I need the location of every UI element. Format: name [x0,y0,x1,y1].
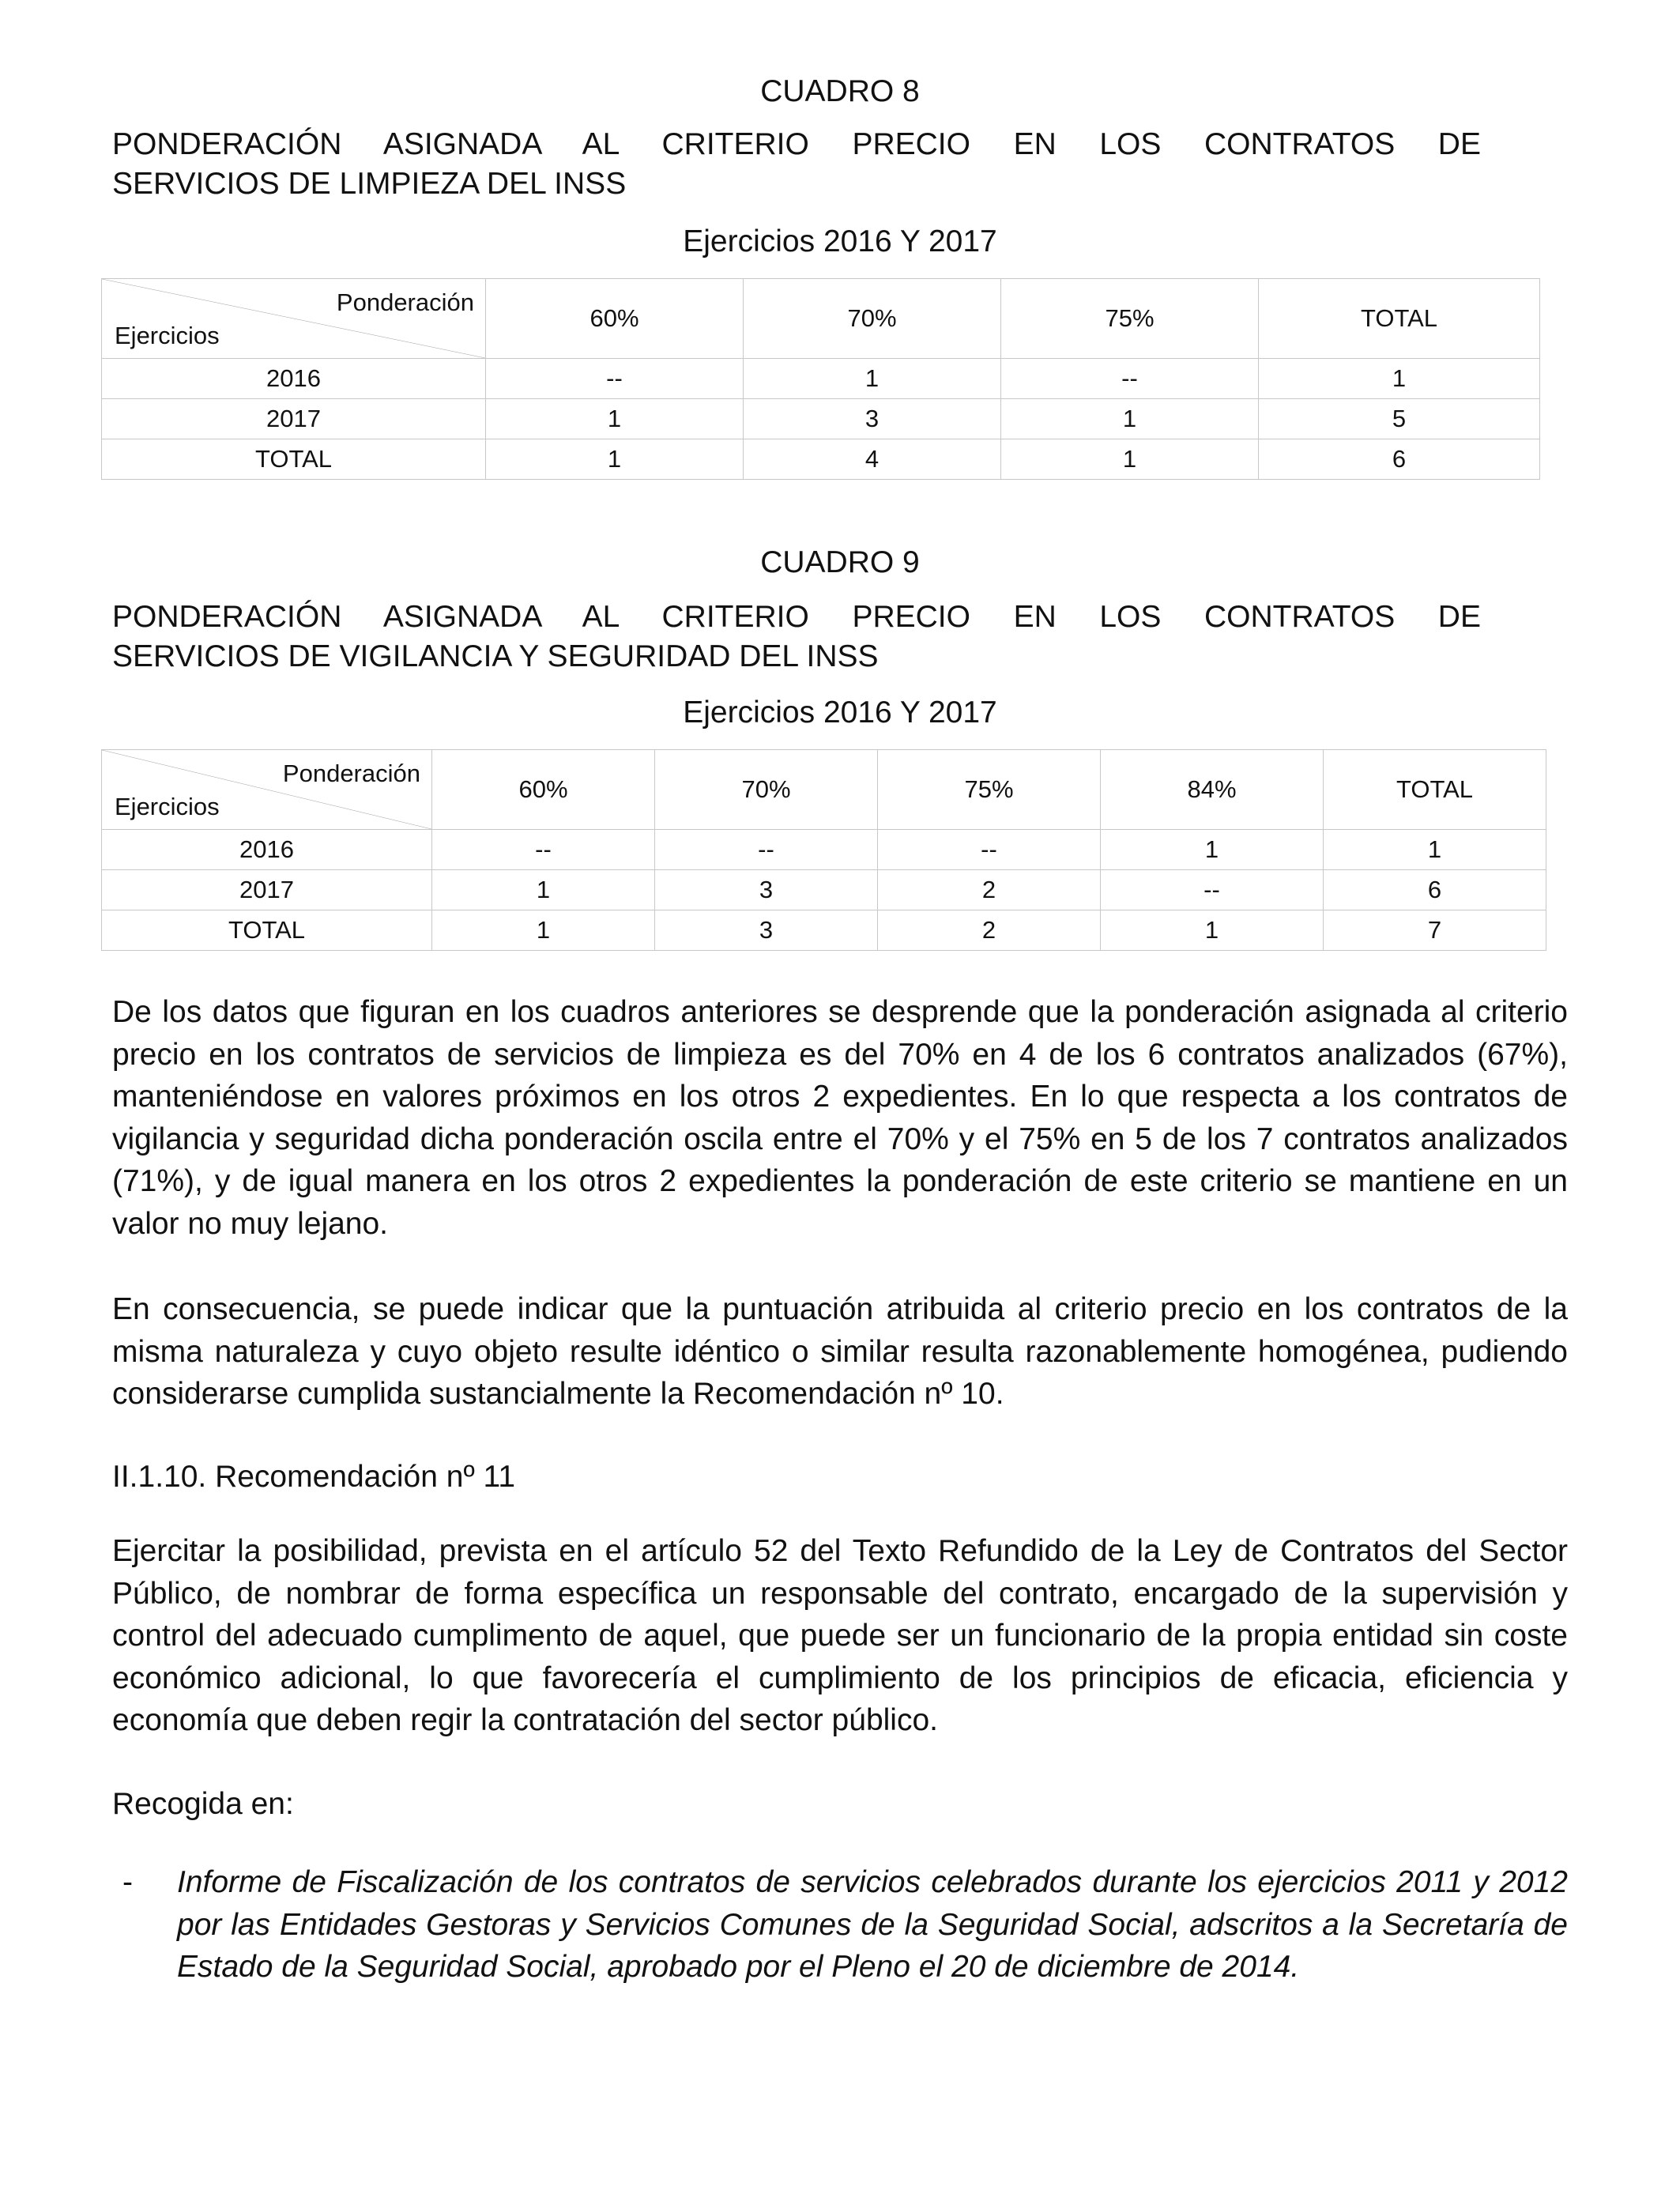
table-cell: 3 [655,910,878,951]
corner-ejercicios-label: Ejercicios [115,322,220,349]
recogida-label: Recogida en: [112,1787,294,1821]
column-header: 70% [744,279,1001,359]
table-cell: -- [655,830,878,870]
table-row [102,359,1540,399]
corner-ejercicios-label: Ejercicios [115,793,220,820]
table-row [102,870,1546,910]
table-row [102,910,1546,951]
row-label: 2017 [102,399,486,439]
row-label: 2017 [102,870,432,910]
table-cell: 1 [1259,359,1540,399]
table-cell: -- [878,830,1101,870]
table-cell: -- [1001,359,1259,399]
table-cell: 6 [1259,439,1540,480]
table-cell: 1 [744,359,1001,399]
table-cell: 1 [486,399,744,439]
row-label: 2016 [102,830,432,870]
table-cell: 1 [486,439,744,480]
cuadro-9-table [101,749,1546,951]
table-cell: 1 [432,870,655,910]
paragraph-recommendation: Ejercitar la posibilidad, prevista en el artículo 52 del Texto Refundido de la Ley de Contratos del Sector Público, de nombrar de forma específica un responsable del contrato, encargado de la supervisión y control del adecuado cumplimento de aquel, que puede ser un funcionario de la propia entidad sin coste económico adicional, lo que favorecería el cumplimiento de los principios de eficacia, eficiencia y economía que deben regir la contratación del sector público. [112,1534,1568,1737]
table-row [102,439,1540,480]
column-header: TOTAL [1324,750,1546,830]
table-cell: -- [1101,870,1324,910]
table-cell: 2 [878,910,1101,951]
cuadro-8-title [112,125,1481,204]
section-heading: II.1.10. Recomendación nº 11 [112,1460,516,1494]
bullet-reference: Informe de Fiscalización de los contratos de servicios celebrados durante los ejercicios 2011 y 2012 por las Entidades Gestoras y Servicios Comunes de la Seguridad Social, adscritos a la Secretaría de Estado de la Seguridad Social, aprobado por el Pleno el 20 de diciembre de 2014. [177,1865,1568,1984]
row-label: 2016 [102,359,486,399]
paragraph-conclusion: En consecuencia, se puede indicar que la puntuación atribuida al criterio precio en los contratos de la misma naturaleza y cuyo objeto resulte idéntico o similar resulta razonablemente homogénea, pudiendo considerarse cumplida sustancialmente la Recomendación nº 10. [112,1292,1568,1411]
table-cell: 3 [744,399,1001,439]
column-header: 60% [486,279,744,359]
column-header: 75% [1001,279,1259,359]
table-cell: 5 [1259,399,1540,439]
table-cell: 6 [1324,870,1546,910]
cuadro-8-title-line-2: SERVICIOS DE LIMPIEZA DEL INSS [112,167,627,201]
table-row [102,399,1540,439]
corner-ponderacion-label: Ponderación [282,760,420,787]
table-row [102,830,1546,870]
corner-ponderacion-label: Ponderación [336,288,474,316]
cuadro-9-title-line-2: SERVICIOS DE VIGILANCIA Y SEGURIDAD DEL INSS [112,639,879,673]
row-label: TOTAL [102,439,486,480]
row-label: TOTAL [102,910,432,951]
cuadro-8-table [101,278,1540,480]
table-cell: 1 [432,910,655,951]
cuadro-9-title-line-1: PONDERACIÓN ASIGNADA AL CRITERIO PRECIO EN LOS CONTRATOS DE [112,600,1481,634]
table-cell: 7 [1324,910,1546,951]
column-header: 75% [878,750,1101,830]
cuadro-9-title [112,598,1481,677]
corner-header-cell [102,279,486,359]
column-header: TOTAL [1259,279,1540,359]
cuadro-8-title-line-1: PONDERACIÓN ASIGNADA AL CRITERIO PRECIO EN LOS CONTRATOS DE [112,127,1481,161]
table-cell: 4 [744,439,1001,480]
column-header: 84% [1101,750,1324,830]
paragraph-analysis: De los datos que figuran en los cuadros anteriores se desprende que la ponderación asignada al criterio precio en los contratos de servicios de limpieza es del 70% en 4 de los 6 contratos analizados (67%), manteniéndose en valores próximos en los otros 2 expedientes. En lo que respecta a los contratos de vigilancia y seguridad dicha ponderación oscila entre el 70% y el 75% en 5 de los 7 contratos analizados (71%), y de igual manera en los otros 2 expedientes la ponderación de este criterio se mantiene en un valor no muy lejano. [112,995,1568,1241]
table-cell: -- [486,359,744,399]
column-header: 60% [432,750,655,830]
table-cell: 1 [1101,910,1324,951]
table-cell: 3 [655,870,878,910]
table-cell: 1 [1101,830,1324,870]
table-cell: 1 [1001,399,1259,439]
corner-header-cell [102,750,432,830]
table-cell: 2 [878,870,1101,910]
table-header-row [102,279,1540,359]
column-header: 70% [655,750,878,830]
cuadro-8-subtitle: Ejercicios 2016 Y 2017 [683,224,997,258]
table-cell: 1 [1001,439,1259,480]
table-header-row [102,750,1546,830]
cuadro-9-subtitle: Ejercicios 2016 Y 2017 [683,696,997,729]
cuadro-9-number: CUADRO 9 [760,545,920,579]
table-cell: -- [432,830,655,870]
cuadro-8-number: CUADRO 8 [760,74,920,108]
table-cell: 1 [1324,830,1546,870]
bullet-dash: - [122,1865,133,1899]
